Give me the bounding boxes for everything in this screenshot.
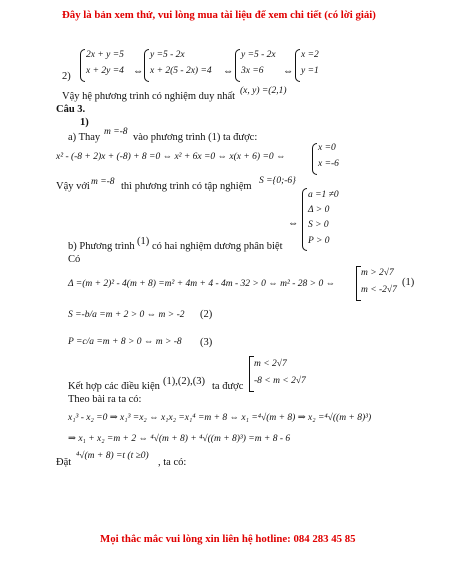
equivalence-arrow: ⇔ (283, 66, 294, 77)
system-row: 2x + y =5 (86, 50, 124, 60)
system-row: y =5 - 2x (150, 50, 185, 60)
part-a-conclusion: Vậy với (56, 181, 90, 192)
m-value: m =-8 (91, 177, 115, 187)
product-equation: P =c/a =m + 8 > 0 ⇔ m > -8 (68, 337, 182, 347)
system-row: 3x =6 (241, 66, 264, 76)
combine-intro: Kết hợp các điều kiện (68, 381, 160, 392)
product-tag: (3) (200, 337, 213, 348)
co-label: Có (68, 254, 81, 265)
delta-case: m < -2√7 (361, 285, 397, 295)
condition: a =1 ≠0 (308, 190, 339, 200)
substitution-expr: ⁴√(m + 8) =t (t ≥0) (76, 451, 149, 461)
solution-set: S ={0;-6} (259, 176, 296, 186)
equation-line: x² - (-8 + 2)x + (-8) + 8 =0 ⇔ x² + 6x =0 ⇔ x(x + 6) =0 ⇔ (56, 152, 286, 162)
system-row: y =1 (301, 66, 319, 76)
root: x =0 (318, 143, 336, 153)
m-value: m =-8 (104, 127, 128, 137)
system-row: y =5 - 2x (241, 50, 276, 60)
equation-ref: (1) (137, 236, 150, 247)
part-a-intro-end: vào phương trình (1) ta được: (133, 132, 258, 143)
subpart-label: 1) (80, 117, 89, 128)
part-a-intro: a) Thay (68, 132, 101, 143)
substitution-intro: Đặt (56, 457, 72, 468)
combine-case: m < 2√7 (254, 359, 287, 369)
equivalence-arrow: ⇔ (223, 66, 234, 77)
system-row: x + 2y =4 (86, 66, 124, 76)
combine-post: ta được (212, 381, 244, 392)
system-row: x =2 (301, 50, 319, 60)
roots-brace (312, 143, 317, 175)
system-brace (80, 49, 85, 82)
part-b-intro-end: có hai nghiệm dương phân biệt (152, 241, 283, 252)
part-a-conclusion-mid: thì phương trình có tập nghiệm (121, 181, 252, 192)
part2-solution: (x, y) =(2,1) (240, 86, 287, 96)
vieta-line: x₁³ - x₂ =0 ⇒ x₁³ =x₂ ⇔ x₁x₂ =x₁⁴ =m + 8 ⇔ x₁ =⁴√(m + 8) ⇒ x₂ =⁴√((m + 8)³) (68, 413, 372, 423)
vieta-intro: Theo bài ra ta có: (68, 394, 142, 405)
part2-conclusion: Vậy hệ phương trình có nghiệm duy nhất (62, 91, 236, 102)
equivalence-arrow: ⇔ (288, 218, 299, 229)
header-banner: Đây là bản xem thử, vui lòng mua tài liệu để xem chi tiết (có lời giải) (62, 9, 376, 21)
footer-hotline: Mọi thắc mắc vui lòng xin liên hệ hotline: 084 283 45 85 (100, 533, 356, 545)
system-brace (235, 49, 240, 82)
substitution-end: , ta có: (158, 457, 187, 468)
question-title: Câu 3. (56, 104, 86, 115)
sum-tag: (2) (200, 309, 213, 320)
system-brace (295, 49, 300, 82)
condition: P > 0 (308, 236, 330, 246)
delta-tag: (1) (402, 277, 415, 288)
conditions-brace (302, 188, 307, 251)
part2-label: 2) (62, 71, 71, 82)
root: x =-6 (318, 159, 339, 169)
condition: Δ > 0 (308, 205, 330, 215)
combine-refs: (1),(2),(3) (163, 376, 205, 387)
system-row: x + 2(5 - 2x) =4 (150, 66, 212, 76)
condition: S > 0 (308, 220, 329, 230)
equivalence-arrow: ⇔ (133, 66, 144, 77)
system-brace (144, 49, 149, 82)
vieta-line: ⇒ x₁ + x₂ =m + 2 ⇔ ⁴√(m + 8) + ⁴√((m + 8)³) =m + 8 - 6 (68, 434, 291, 444)
part-b-intro: b) Phương trình (68, 241, 135, 252)
delta-case: m > 2√7 (361, 268, 394, 278)
sum-equation: S =-b/a =m + 2 > 0 ⇔ m > -2 (68, 310, 185, 320)
combine-case: -8 < m < 2√7 (254, 376, 306, 386)
delta-equation: Δ =(m + 2)² - 4(m + 8) =m² + 4m + 4 - 4m - 32 > 0 ⇔ m² - 28 > 0 ⇔ (68, 279, 336, 289)
